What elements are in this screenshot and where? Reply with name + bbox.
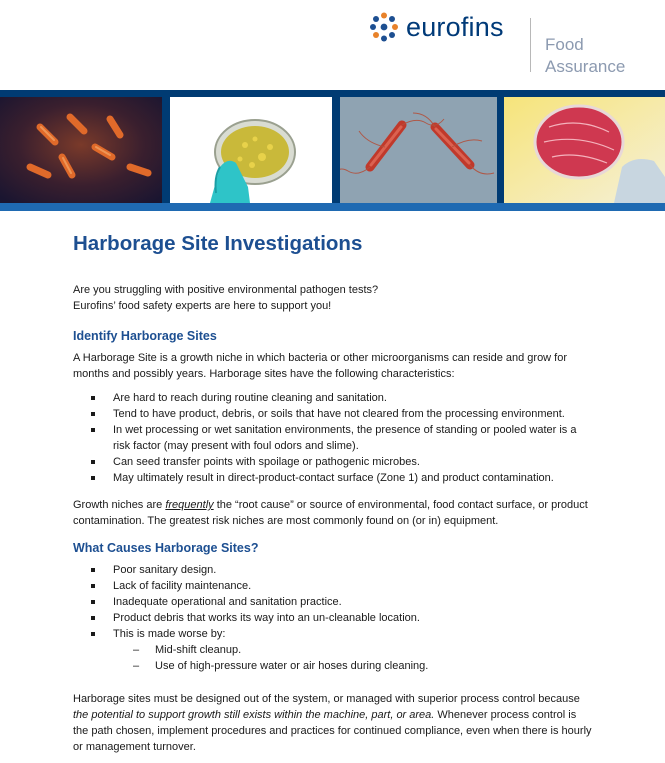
closing-emphasis: the potential to support growth still exists within the machine, part, or area. xyxy=(73,709,435,721)
list-item: Tend to have product, debris, or soils that have not cleared from the processing environment. xyxy=(91,406,593,422)
rod-bacteria-image xyxy=(340,97,497,203)
culture-plate-image xyxy=(504,97,665,203)
division-line-1: Food xyxy=(545,35,584,54)
brand-name: eurofins xyxy=(406,11,504,42)
eurofins-dots-icon xyxy=(368,12,400,42)
section-heading-identify: Identify Harborage Sites xyxy=(73,329,217,343)
sub-list-item: – Use of high-pressure water or air hoses during cleaning. xyxy=(131,658,593,674)
sub-list-item: – Mid-shift cleanup. xyxy=(131,642,593,658)
page-title: Harborage Site Investigations xyxy=(73,232,363,255)
list-item: May ultimately result in direct-product-contact surface (Zone 1) and product contamination. xyxy=(91,470,593,486)
closing-text-end: Whenever process control is the path chosen, implement procedures and practices for continued compliance, even when there is hourly or management turnover. xyxy=(73,709,592,753)
banner-accent-stripe xyxy=(0,203,665,211)
list-item: Lack of facility maintenance. xyxy=(91,578,593,594)
intro-line-1: Are you struggling with positive environmental pathogen tests? xyxy=(73,284,379,296)
page-header xyxy=(0,0,665,90)
list-item: Poor sanitary design. xyxy=(91,562,593,578)
closing-paragraph xyxy=(73,691,593,755)
list-item: Are hard to reach during routine cleaning and sanitation. xyxy=(91,390,593,406)
intro-line-2: Eurofins’ food safety experts are here to support you! xyxy=(73,300,332,312)
petri-dish-image xyxy=(170,97,332,203)
list-item: Inadequate operational and sanitation practice. xyxy=(91,594,593,610)
growth-text-start: Growth niches are xyxy=(73,499,166,511)
list-item: Product debris that works its way into an un-cleanable location. xyxy=(91,610,593,626)
division-name xyxy=(545,34,625,78)
causes-list xyxy=(91,562,593,642)
division-line-2: Assurance xyxy=(545,57,626,76)
worse-factors-list xyxy=(131,642,593,674)
list-item: This is made worse by: xyxy=(91,626,593,642)
list-item: In wet processing or wet sanitation environments, the presence of standing or pooled water is a risk factor (may present with foul odors and slime). xyxy=(91,422,593,454)
bacteria-image xyxy=(0,97,162,203)
emphasis-frequently: frequently xyxy=(165,499,214,511)
eurofins-logo xyxy=(368,12,504,42)
definition-paragraph: A Harborage Site is a growth niche in which bacteria or other microorganisms can reside and grow for months and possibly years. Harborage sites have the following characteristics: xyxy=(73,352,568,380)
section-heading-causes: What Causes Harborage Sites? xyxy=(73,541,259,555)
document-body xyxy=(73,232,593,755)
growth-text-end: the “root cause” or source of environmental, food contact surface, or product contamination. The greatest risk niches are most commonly found on (or in) equipment. xyxy=(73,499,588,527)
list-item: Can seed transfer points with spoilage or pathogenic microbes. xyxy=(91,454,593,470)
characteristics-list xyxy=(91,390,593,486)
header-divider xyxy=(530,18,531,72)
closing-text-start: Harborage sites must be designed out of the system, or managed with superior process control because xyxy=(73,693,580,705)
growth-niches-paragraph xyxy=(73,497,593,529)
